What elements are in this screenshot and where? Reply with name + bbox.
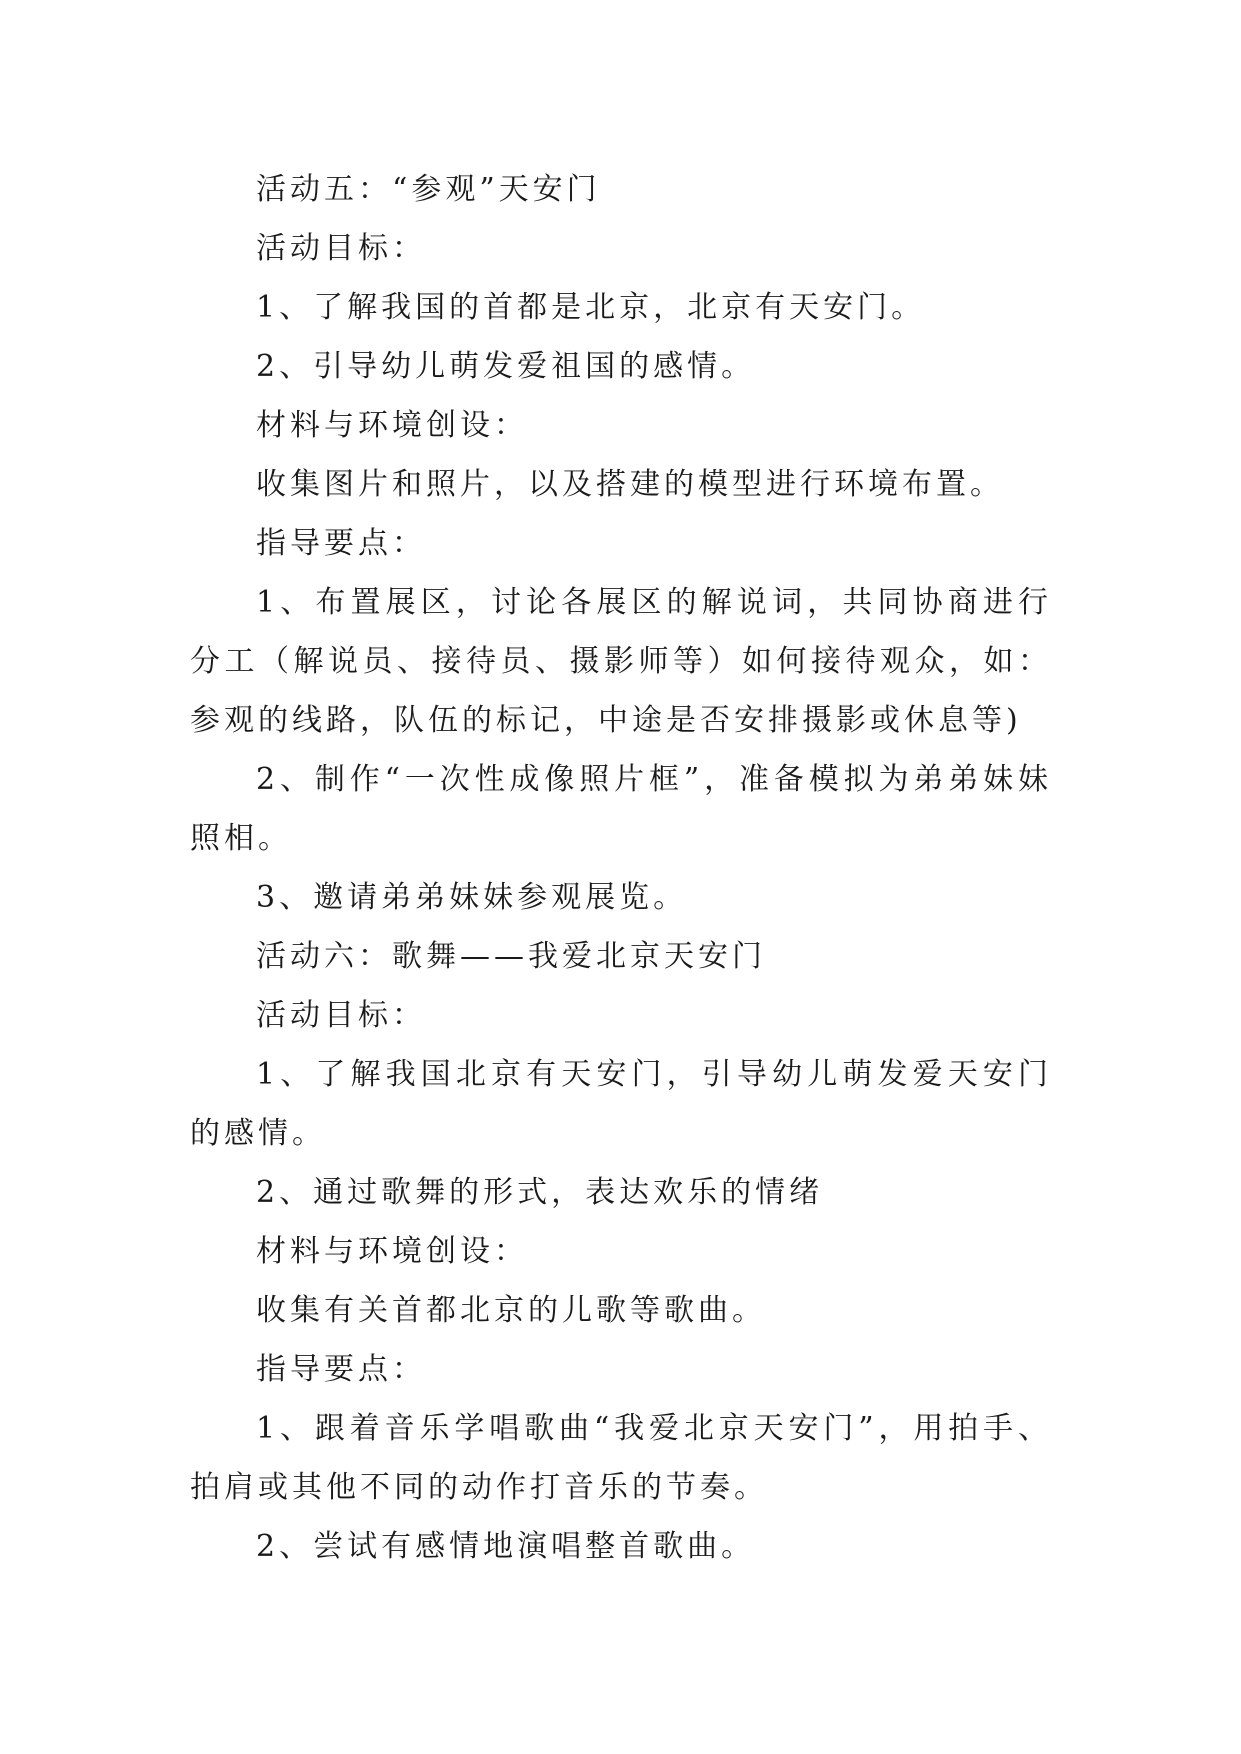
goal-item: 2、引导幼儿萌发爱祖国的感情。 <box>256 349 756 384</box>
guidance-item: 2、尝试有感情地演唱整首歌曲。 <box>256 1529 756 1564</box>
section-label-goals: 活动目标： <box>256 231 426 266</box>
guidance-item: 1、布置展区，讨论各展区的解说词，共同协商进行分工（解说员、接待员、摄影师等）如何接待观众，如：参观的线路，队伍的标记，中途是否安排摄影或休息等) <box>190 585 1052 738</box>
section-label-guidance: 指导要点： <box>256 1352 426 1387</box>
materials-text: 收集图片和照片，以及搭建的模型进行环境布置。 <box>256 467 1004 502</box>
guidance-item: 2、制作“一次性成像照片框”，准备模拟为弟弟妹妹照相。 <box>190 762 1052 856</box>
guidance-item: 3、邀请弟弟妹妹参观展览。 <box>256 880 688 915</box>
section-label-guidance: 指导要点： <box>256 526 426 561</box>
section-label-materials: 材料与环境创设： <box>256 1234 528 1269</box>
goal-item: 1、了解我国北京有天安门，引导幼儿萌发爱天安门的感情。 <box>190 1057 1052 1151</box>
materials-text: 收集有关首都北京的儿歌等歌曲。 <box>256 1293 766 1328</box>
goal-item: 2、通过歌舞的形式，表达欢乐的情绪 <box>256 1175 824 1210</box>
section-label-materials: 材料与环境创设： <box>256 408 528 443</box>
section-heading-activity-six: 活动六：歌舞——我爱北京天安门 <box>256 939 766 974</box>
document-body <box>190 160 1052 1576</box>
goal-item: 1、了解我国的首都是北京，北京有天安门。 <box>256 290 926 325</box>
section-label-goals: 活动目标： <box>256 998 426 1033</box>
guidance-item: 1、跟着音乐学唱歌曲“我爱北京天安门”，用拍手、拍肩或其他不同的动作打音乐的节奏。 <box>190 1411 1052 1505</box>
section-heading-activity-five: 活动五：“参观”天安门 <box>256 172 601 207</box>
